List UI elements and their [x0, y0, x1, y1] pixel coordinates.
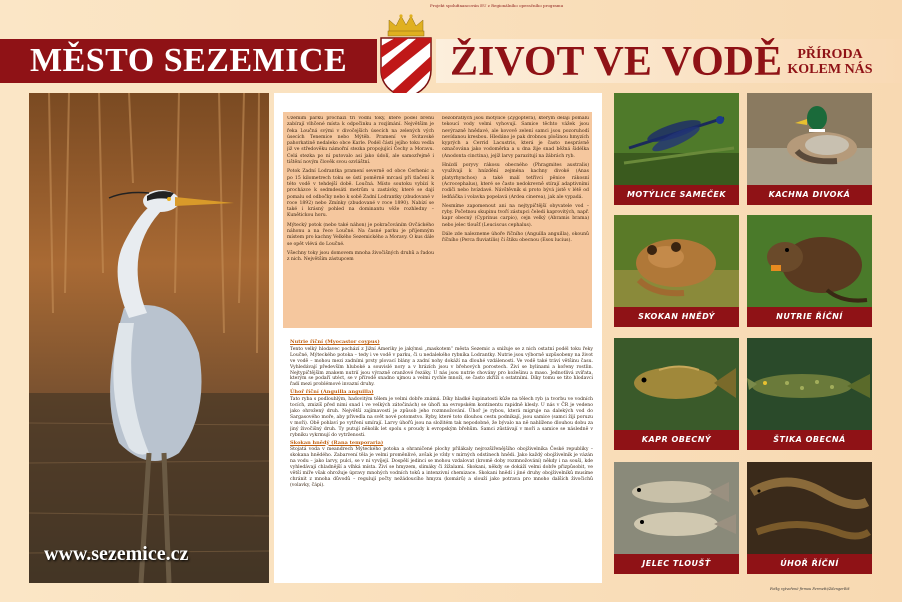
intro-paragraph: Mýtecký potok (nebo také náhon) je pokračováním Ovčáckého náhonu a na řece Loučné. Na časné parku je příjemným místem pro kachny Velkého Sezemického a Moravy. O kus dále se opět vlévá do Loučné.: [287, 222, 434, 247]
tile-chub: [614, 462, 739, 580]
chub-photo: [614, 462, 739, 554]
section-text: Tato ryba s podlouhlým, hadovitým tělem je velmi dobře známá. Díky hladké šupinatosti kůže na tělech ryb (a tvorbu ve vodních tocích, zmizíš před nimi snad i ve velkých zátočinách) se úhoři na evropském kontinentu rapidně klesly. U nás v ČR je vedeno jako ohrožený druh. Největší zajímavostí je způsob jeho rozmnožování. Úhoř je rybou, která migruje na dalekých vod do Sargasového moře, aby přivedla na svět nové potomstvo. Ryby, které toto dlouhou cestu podnikají, jsou samice (samci žijí poruzu v moři). Obě pohlaví po vytření umírají. Larvy úhořů jsou na složitém tak nepodobné, že bývalo na ně nahlíženo dlouhou dobu za jiný živočišný druh. Ty putují několik let spolu s proudy k evropským břehům. Samci zůstávají v moři a samice se následně v rybníku vykrmují do vytrženosti.: [290, 397, 593, 438]
subtitle: [775, 47, 885, 77]
tile-carp: [614, 338, 739, 456]
intro-paragraph: Územím parku prochází tři vodní toky, které podél břehů zabírají vlhčené místa k odpočinku a rozjímání. Největším je řeka Loučná svými v divočejších úsecích na zelených vých úsecích Tenemice nebo Mýtěb. Pramení ve Svitavské pahorkatině nedaleko obce Karle. Podél části jejího toku vedla již ve středověku námořní stezka propojující Čechy a Moravu. Celá stezka po ní putovalo asi jako údolí, ale samozřejmě i tištění novým člověk svou ozvláštní.: [287, 116, 434, 166]
topic-title: ŽIVOT VE VODĚ: [450, 39, 783, 85]
subtitle-line1: PŘÍRODA: [797, 47, 863, 62]
tile-label: JELEC TLOUŠŤ: [614, 554, 739, 574]
tile-label: SKOKAN HNĚDÝ: [614, 307, 739, 327]
damselfly-photo: [614, 93, 739, 185]
tile-label: KACHNA DIVOKÁ: [747, 185, 872, 205]
intro-paragraph: Dále zde nalezneme úhoře říčního (Anguilla anguilla), okounů říčního (Perca fluviatilis) či štiku obecnou (Esox lucius).: [442, 232, 589, 244]
species-descriptions: [290, 338, 593, 578]
intro-paragraph: Hnízdí poryvy rákosu obecného (Phragmites australis) využívají k hnízdění zejména kachny divoké (Anas platyrhynchos) a také malí tetřívci pěnice rákosní (Acrocephalus), které se často nedokrevně stírají adaptivními rodiči nebo hvízdavé. Návštěvník si proto bývá jistě v létě od ledňáčka i volavka popelavá (Ardea cinerea), jak ale vypadá.: [442, 163, 589, 200]
intro-columns: [287, 116, 589, 324]
section-heading: Nutrie říční (Myocastor coypus): [290, 339, 380, 345]
intro-paragraph: Všechny toky jsou domovem mnoha živočišných druhů a řadou z nich. Největším zástupcem: [287, 250, 434, 263]
section-heading: Úhoř říční (Anguilla anguilla): [290, 389, 374, 396]
website-url[interactable]: www.sezemice.cz: [44, 543, 189, 565]
frog-photo: [614, 215, 739, 307]
tile-pike: [747, 338, 872, 456]
intro-column-right: [442, 116, 589, 324]
intro-paragraph: bezobratlých jsou motýlice (Zygoptera), kterým dělají pomalu tekoucí vody velmi vyhovují. Samice těchto vážek jsou nevýrazně hnědavé, ale kovově zelení samci jsou pozoruhodí nevídanou kresbou. Hledáno je pak drobnou plošinou hmyzích kyprých a Cerrid Lacustris, která je často nesprávně označována jako vodoměrka a u dna žije snad běžná šidélka (Anodonta cinctina), jejíž larvy parazitují na žábrách ryb.: [442, 116, 589, 159]
carp-photo: [614, 338, 739, 430]
mallard-photo: [747, 93, 872, 185]
town-title: MĚSTO SEZEMICE: [30, 42, 348, 79]
pike-photo: [747, 338, 872, 430]
coat-of-arms-icon: [375, 12, 437, 100]
tile-frog: [614, 215, 739, 333]
section-text: Tento velký hlodavec pochází z Jižní Ameriky je jakýmsi „maskotem“ města Sezemic a snižuje se z nich ostatní podél toku řeky Loučné, Mýteckého potoka – tedy i ve vodě v parku, či u nedalekého rybníka Lodrantky. Nutrie jsou výborně uzpůsobeny na život ve vodě – mohou mezi zadními prsty plovací blány a zadní nohy dokáží na dlouhé vzdálenosti. Ve vodě také tráví většinu času. Vyhledávají především hluboké a souvislé nory a v hrázích jsou v břehových porostech. Živí se bylinami a kořeny rostlin. Nejtypičtějším znakem nutrií jsou výrazně oranžové řezáky. U nás jsou nutrie chovány pro kožešinu a maso. Jednotlivá zvířata, kterým se podaří utéct, se v přírodě snadno ujmou a velmi rychle množí, se často zkříží s ostatními. Díky tomu se tito hlodavci řadí mezi problémové invazní druhy.: [290, 346, 593, 388]
tile-label: KAPR OBECNÝ: [614, 430, 739, 450]
eel-photo: [747, 462, 872, 554]
tile-label: ÚHOŘ ŘÍČNÍ: [747, 554, 872, 574]
tile-eel: [747, 462, 872, 580]
top-note: Projekt spolufinancován EU z Regionálního operačního programu: [430, 3, 564, 8]
intro-paragraph: Nesmíme zapomenout ani na nejtypičtější obyvatele vod – ryby. Početnou skupinu tvoří zástupci čeledi kaprovitých, např. kapr obecný (Cyprinus carpio), cejn velký (Abramis brama) nebo jelec tloušť (Leuciscus cephalus).: [442, 203, 589, 228]
heron-photo: [29, 93, 269, 583]
intro-column-left: [287, 116, 434, 324]
photo-credit: Fotky vytvořené firmou Fermetti/ZdengerRiš: [770, 587, 850, 591]
section-text: Stojatá voda v meandrech Mýteckého potoka a ohraničené plochy přilákaly nejrozšířenějšího obojživelníka České republiky – skokana hnědého. Zabarvení těla je velmi proměnlivé, avšak je vždy v mírných odstínech hnědi. Jako každý obojživelník je vázán na vodu – jako larvy, pulci, se v ní vyvíjejí. Dospělí jedinci se mohou vzdalovat (kromě doby rozmnožování) někdy i na souši, kde vyhledávají chladnější a vlhká místa. Živí se hmyzem, slimáky či žížalami. Skokani, někdy se dokáží velmi dobře přizpůsobit, ve větší míře však ohrožuje úpravy mnohých vodních toků a intenzivní chemizace. Skokani hnědí i jiné druhy obojživelníků musíme chránit z mnoha důvodů – regulují počty nežádoucího hmyzu (komárů) a slouží jako potrava pro mnoho dalších živočichů (volavky, čápi).: [290, 447, 593, 488]
tile-coypu: [747, 215, 872, 333]
tile-label: MOTÝLICE SAMEČEK: [614, 185, 739, 205]
section-heading: Skokan hnědý (Rana temporaria): [290, 439, 384, 446]
tile-damselfly: [614, 93, 739, 211]
tile-label: ŠTIKA OBECNÁ: [747, 430, 872, 450]
tile-label: NUTRIE ŘÍČNÍ: [747, 307, 872, 327]
subtitle-line2: KOLEM NÁS: [787, 62, 873, 77]
coypu-photo: [747, 215, 872, 307]
tile-mallard: [747, 93, 872, 211]
intro-paragraph: Potok Zadní Lodrantka pramení severně od obce Cerhenic a po 15 kilometrech toku se ústí poměrně mrcasí při tlačení k této vodě v tehdejší době. Loučná. Místo soutoku vybízí k procházce k sedmdesáti metrům u zastávky, které se dají pomalu od odbočky nebo k sobě Zadní Lodrantky (zbudované v roce 1892) nebo Zmínky (zbudované v roce 1890). Nabízí se také i krásný pohled na dominantu věže rozhledny – Kunětickou horu.: [287, 169, 434, 219]
